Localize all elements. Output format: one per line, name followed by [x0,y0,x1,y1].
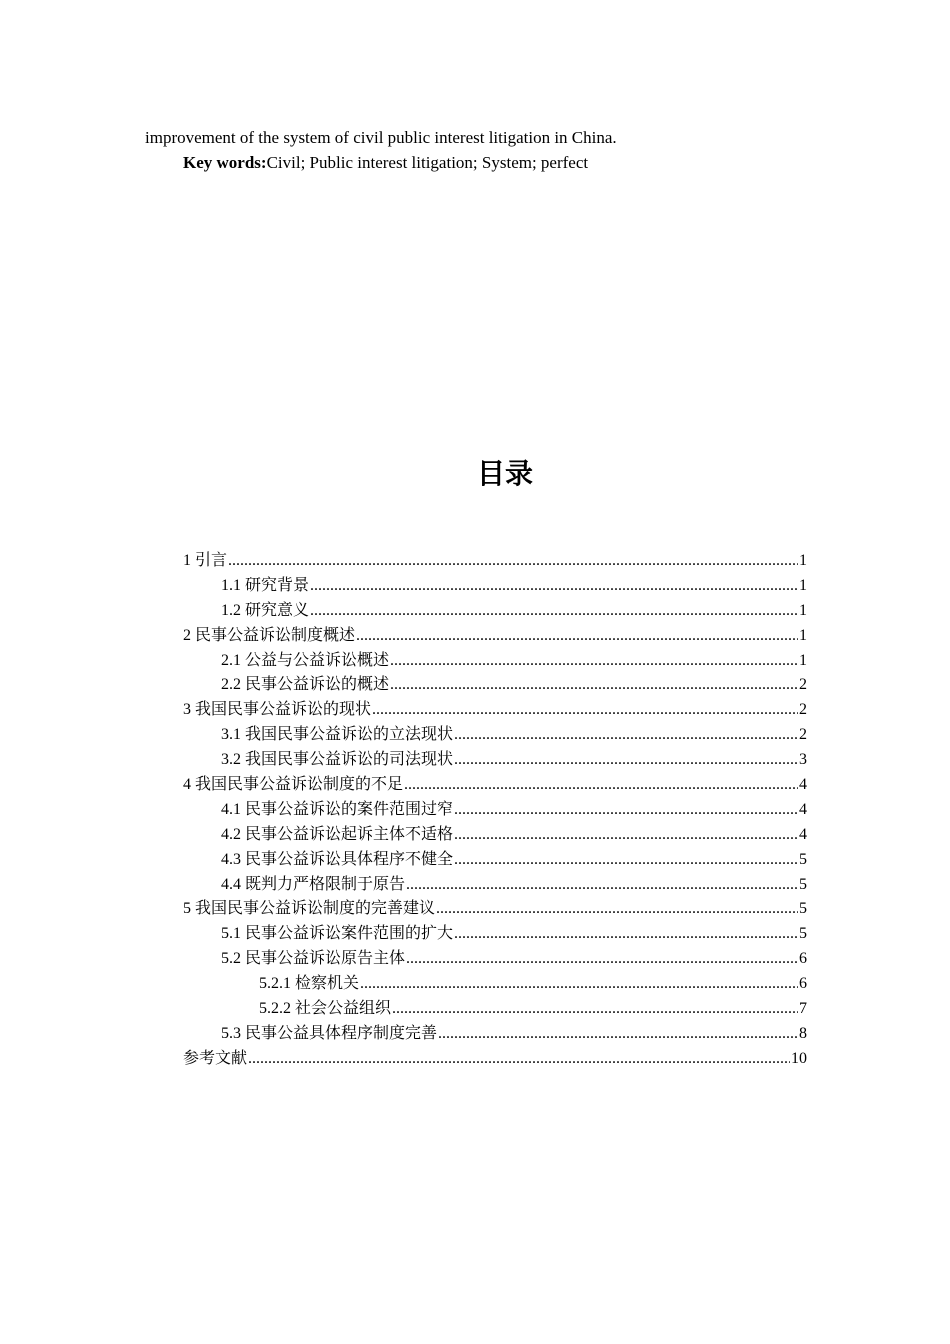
toc-entry[interactable] [183,673,807,698]
toc-entry[interactable] [183,773,807,798]
toc-entry-label: 5.2 民事公益诉讼原告主体 [221,950,406,968]
keywords-line [183,152,588,174]
toc-entry[interactable] [183,723,807,748]
toc-entry-label: 4.4 既判力严格限制于原告 [221,875,406,893]
toc-dot-leader [392,997,798,1022]
toc-entry-page: 1 [799,576,807,594]
toc-dot-leader [310,599,798,624]
toc-dot-leader [228,549,798,574]
toc-entry-label: 2.2 民事公益诉讼的概述 [221,676,390,694]
toc-entry-label: 2 民事公益诉讼制度概述 [183,626,356,644]
toc-entry-page: 3 [799,751,807,769]
toc-entry[interactable] [183,897,807,922]
toc-entry-page: 2 [799,701,807,719]
toc-entry[interactable] [183,599,807,624]
toc-entry-label: 5.1 民事公益诉讼案件范围的扩大 [221,925,454,943]
toc-entry-label: 参考文献 [183,1049,248,1067]
toc-dot-leader [454,723,798,748]
toc-entry-label: 1 引言 [183,552,228,569]
toc-title: 目录 [476,457,533,490]
toc-entry-page: 2 [799,676,807,694]
toc-dot-leader [406,947,798,972]
toc-dot-leader [406,873,798,898]
toc-entry-page: 2 [799,726,807,744]
toc-entry-label: 4.2 民事公益诉讼起诉主体不适格 [221,825,454,843]
toc-dot-leader [436,897,798,922]
toc-dot-leader [454,798,798,823]
toc-entry[interactable] [183,698,807,723]
table-of-contents [183,549,807,1072]
toc-entry-page: 8 [799,1024,807,1042]
toc-entry-label: 4.3 民事公益诉讼具体程序不健全 [221,850,454,868]
toc-entry-label: 4 我国民事公益诉讼制度的不足 [183,776,404,794]
toc-entry-label: 5.2.2 社会公益组织 [259,1000,392,1018]
toc-dot-leader [390,649,798,674]
toc-dot-leader [356,624,798,649]
toc-entry[interactable] [183,624,807,649]
toc-dot-leader [454,748,798,773]
toc-dot-leader [454,922,798,947]
toc-dot-leader [248,1047,790,1072]
toc-entry[interactable] [183,1022,807,1047]
toc-entry-page: 1 [799,626,807,644]
toc-entry[interactable] [183,574,807,599]
toc-entry[interactable] [183,823,807,848]
abstract-closing-sentence: improvement of the system of civil public interest litigation in China. [145,128,617,147]
toc-dot-leader [438,1022,798,1047]
toc-dot-leader [454,848,798,873]
toc-entry[interactable] [183,798,807,823]
toc-entry-page: 4 [799,825,807,843]
keywords-label: Key words: [183,153,267,172]
toc-dot-leader [360,972,798,997]
toc-entry[interactable] [183,922,807,947]
toc-entry-label: 4.1 民事公益诉讼的案件范围过窄 [221,800,454,818]
toc-entry[interactable] [183,649,807,674]
toc-entry-page: 6 [799,950,807,968]
toc-entry[interactable] [183,848,807,873]
toc-entry-label: 5.3 民事公益具体程序制度完善 [221,1024,438,1042]
toc-entry-page: 5 [799,925,807,943]
toc-entry[interactable] [183,1047,807,1072]
toc-entry[interactable] [183,972,807,997]
toc-entry-page: 4 [799,776,807,794]
toc-dot-leader [454,823,798,848]
toc-dot-leader [310,574,798,599]
toc-entry[interactable] [183,873,807,898]
toc-entry-page: 7 [799,1000,807,1018]
toc-entry[interactable] [183,549,807,574]
toc-entry-page: 5 [799,900,807,918]
toc-dot-leader [390,673,798,698]
toc-entry-page: 1 [799,601,807,619]
toc-entry-page: 10 [791,1049,807,1067]
toc-entry-label: 3 我国民事公益诉讼的现状 [183,701,372,719]
toc-entry[interactable] [183,997,807,1022]
toc-entry-page: 5 [799,875,807,893]
toc-entry-label: 2.1 公益与公益诉讼概述 [221,651,390,669]
toc-entry-page: 1 [799,552,807,569]
toc-entry-label: 5.2.1 检察机关 [259,975,360,993]
toc-entry-label: 1.2 研究意义 [221,601,310,619]
toc-entry-page: 6 [799,975,807,993]
toc-entry[interactable] [183,947,807,972]
toc-entry-label: 1.1 研究背景 [221,576,310,594]
toc-dot-leader [372,698,798,723]
toc-entry-page: 5 [799,850,807,868]
toc-entry-page: 1 [799,651,807,669]
toc-entry-page: 4 [799,800,807,818]
keywords-text: Civil; Public interest litigation; System; perfect [266,153,589,172]
toc-entry-label: 5 我国民事公益诉讼制度的完善建议 [183,900,436,918]
toc-entry-label: 3.2 我国民事公益诉讼的司法现状 [221,751,454,769]
toc-entry[interactable] [183,748,807,773]
toc-entry-label: 3.1 我国民事公益诉讼的立法现状 [221,726,454,744]
toc-dot-leader [404,773,798,798]
